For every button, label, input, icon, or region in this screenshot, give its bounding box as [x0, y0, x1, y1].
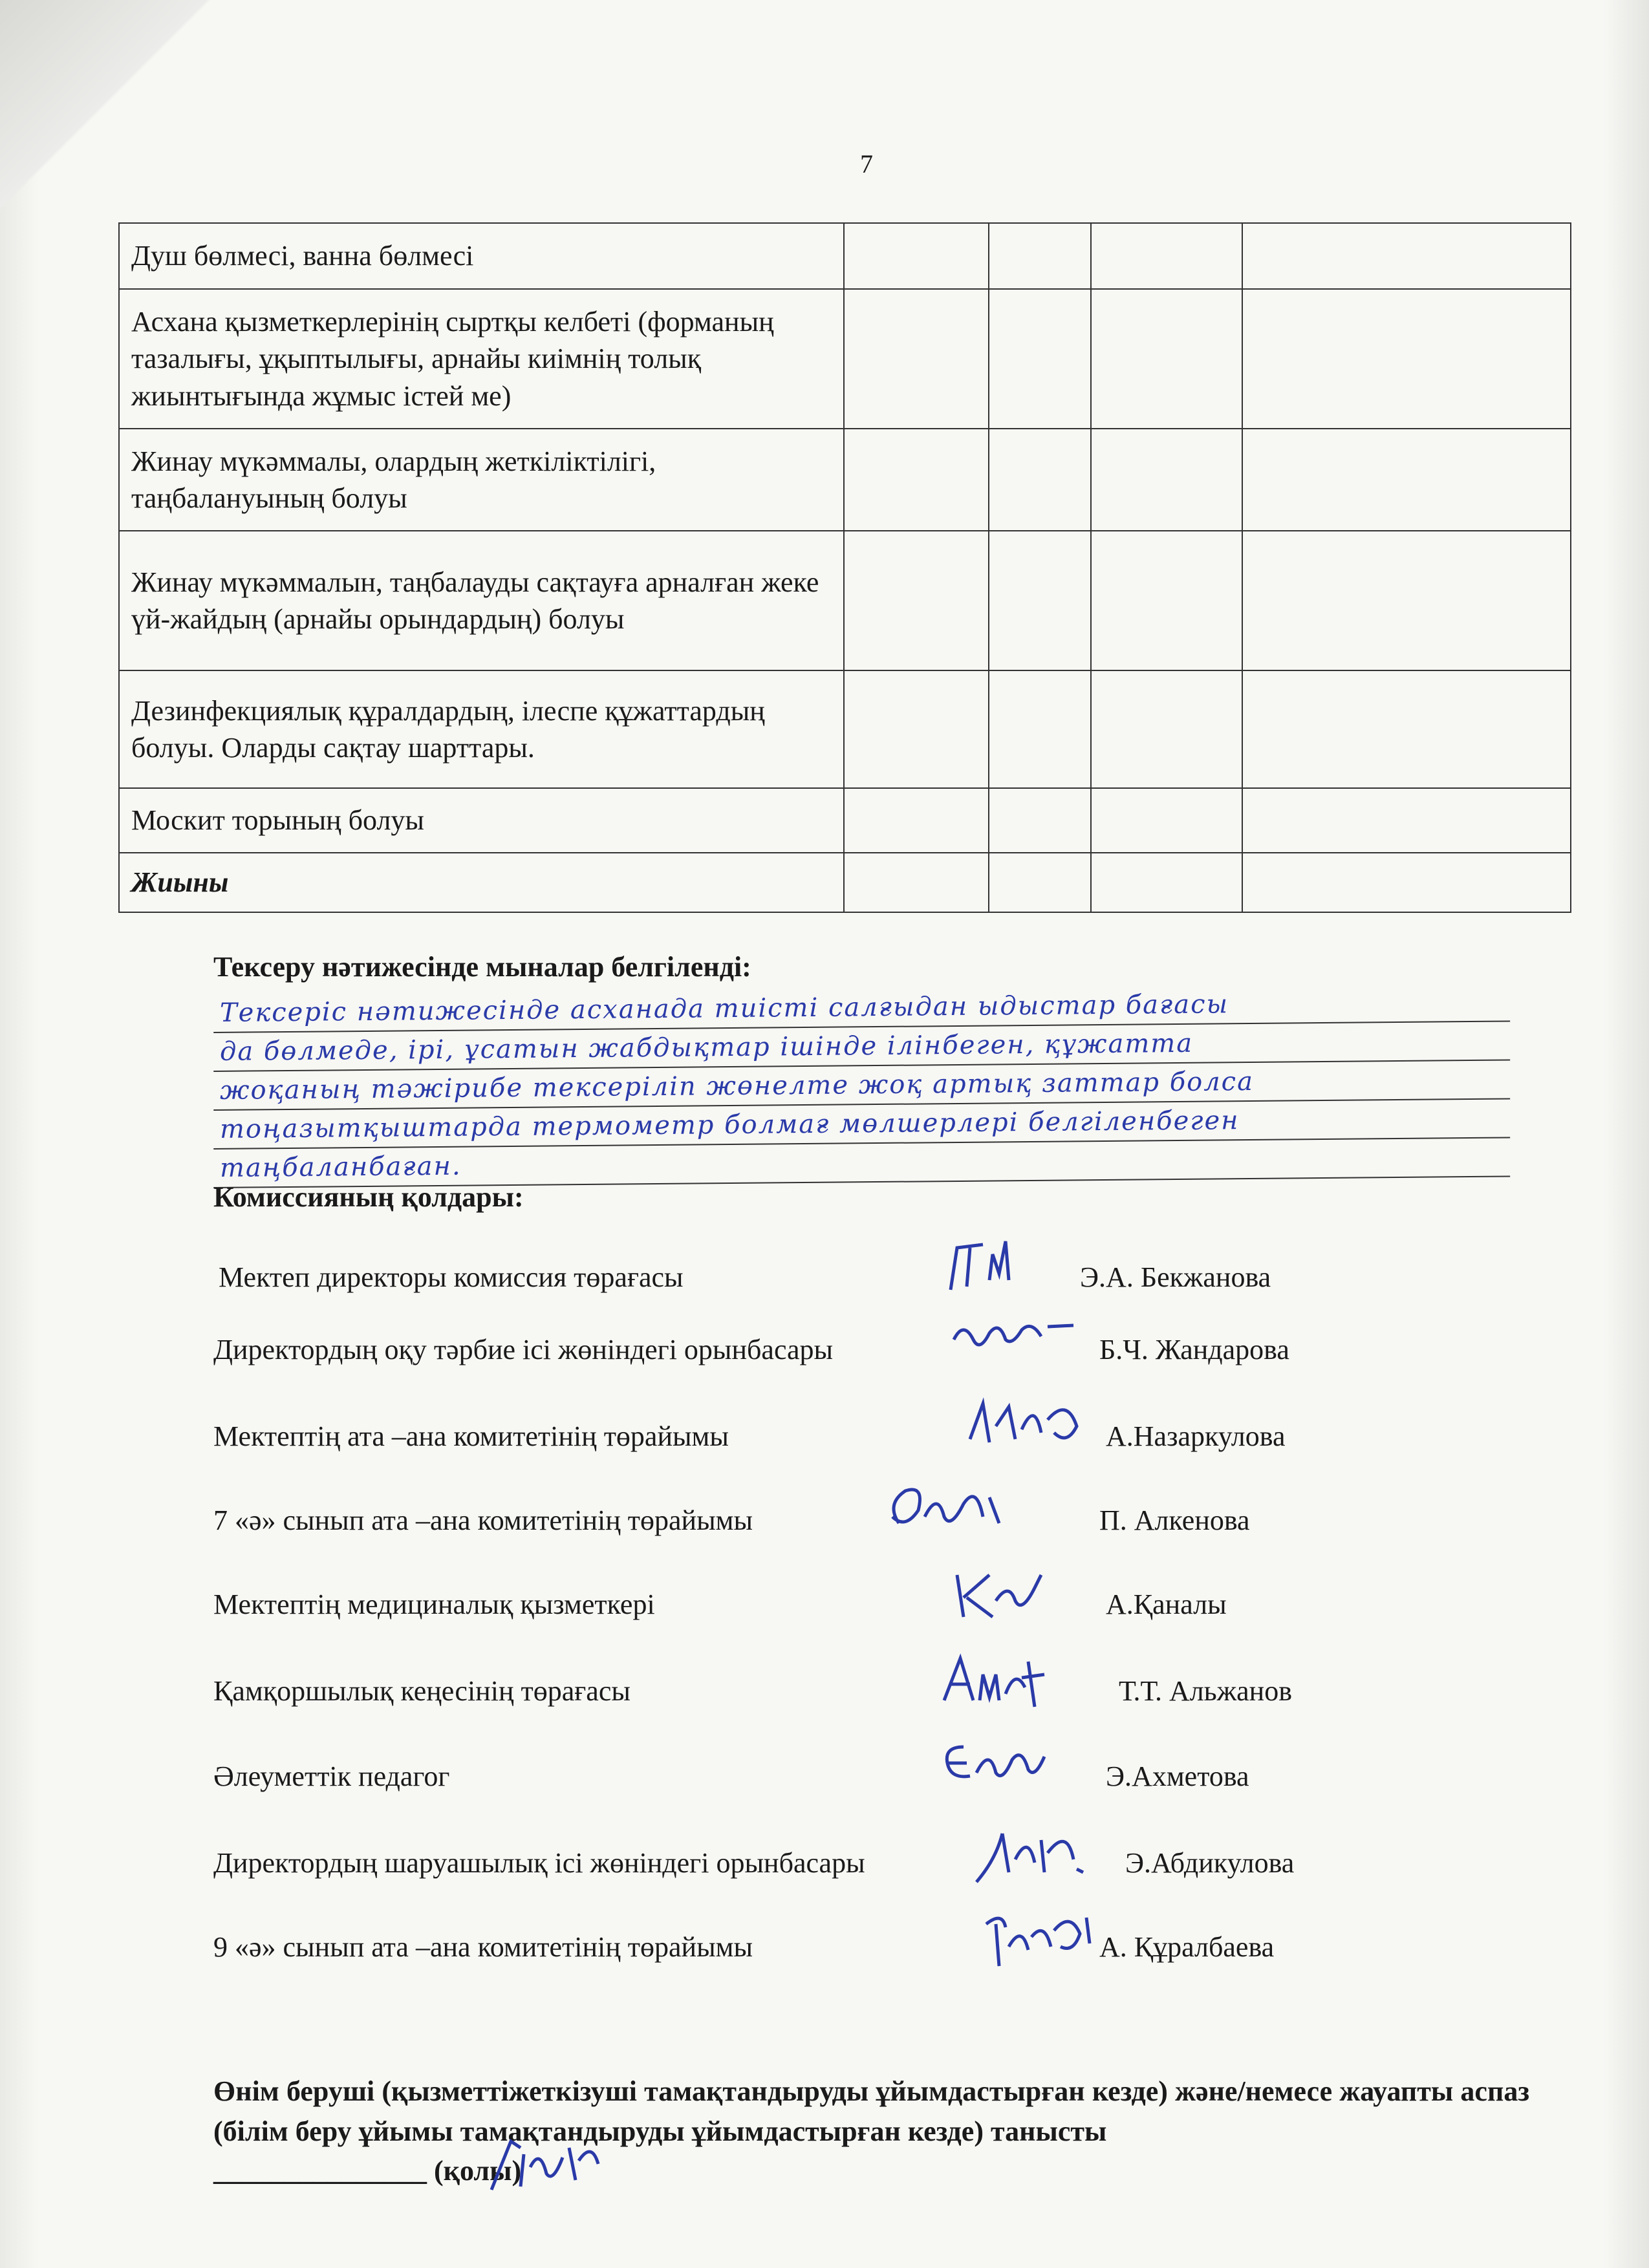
table-cell	[1242, 788, 1571, 853]
findings-handwritten-block	[213, 989, 1510, 1188]
page-number: 7	[860, 149, 873, 178]
signature-mark	[944, 1562, 1048, 1627]
member-role: 9 «ә» сынып ата –ана комитетінің төрайымы	[213, 1931, 753, 1963]
table-row	[119, 429, 1571, 531]
handwritten-line: тоңазытқыштарда термометр болмағ мөлшерлері белгіленбеген	[213, 1100, 1510, 1150]
row-label: Асхана қызметкерлерінің сыртқы келбеті (форманың тазалығы, ұқыптылығы, арнайы киімнің толық жиынтығында жұмыс істей ме)	[119, 289, 844, 429]
table-row	[119, 223, 1571, 289]
signature-mark	[964, 1394, 1086, 1452]
table-cell	[1091, 429, 1242, 531]
signature-mark	[976, 1905, 1099, 1976]
table-cell	[1091, 788, 1242, 853]
member-name: Б.Ч. Жандарова	[1099, 1334, 1289, 1365]
row-label: Москит торының болуы	[119, 788, 844, 853]
footer-acknowledgement	[213, 2071, 1529, 2191]
table-row	[119, 531, 1571, 670]
folded-corner	[0, 0, 246, 213]
table-cell	[1091, 289, 1242, 429]
table-cell	[1242, 289, 1571, 429]
signature-mark	[485, 2128, 608, 2210]
table-cell	[989, 289, 1091, 429]
member-role: 7 «ә» сынып ата –ана комитетінің төрайымы	[213, 1504, 753, 1536]
member-role: Қамқоршылық кеңесінің төрағасы	[213, 1675, 630, 1707]
signature-row	[213, 1504, 1358, 1549]
row-label: Жинау мүкәммалы, олардың жеткіліктілігі, таңбалануының болуы	[119, 429, 844, 531]
member-name: А. Құралбаева	[1099, 1931, 1275, 1963]
table-cell	[844, 429, 989, 531]
table-row	[119, 853, 1571, 912]
handwritten-line: жоқаның тәжірибе тексеріліп жөнелте жоқ артық заттар болса	[213, 1061, 1510, 1111]
table-cell	[844, 531, 989, 670]
table-cell	[989, 223, 1091, 289]
table-cell	[1091, 531, 1242, 670]
footer-text: Өнім беруші (қызметтіжеткізуші тамақтандыруды ұйымдастырған кезде) және/немесе жауапты аспаз (білім беру ұйымы тамақтандыруды ұйымдастырған кезде) танысты	[213, 2075, 1529, 2147]
table-cell	[1091, 670, 1242, 788]
handwritten-line: таңбаланбаған.	[213, 1139, 1510, 1188]
footer-signature-line: _______________ (қолы)	[213, 2155, 522, 2187]
row-label-total: Жиыны	[119, 853, 844, 912]
findings-title: Тексеру нәтижесінде мыналар белгіленді:	[213, 951, 751, 983]
member-role: Мектептің медициналық қызметкері	[213, 1589, 655, 1620]
table-cell	[1242, 670, 1571, 788]
member-role: Директордың оқу тәрбие ісі жөніндегі орынбасары	[213, 1334, 834, 1365]
signature-mark	[938, 1649, 1048, 1713]
signatures-title: Комиссияның қолдары:	[213, 1181, 524, 1213]
signature-row	[213, 1674, 1358, 1720]
table-cell	[1242, 853, 1571, 912]
member-name: Э.А. Бекжанова	[1080, 1261, 1271, 1293]
table-row	[119, 670, 1571, 788]
table-cell	[844, 788, 989, 853]
table-cell	[1091, 853, 1242, 912]
member-role: Әлеуметтік педагог	[213, 1760, 450, 1792]
signature-row	[213, 1760, 1358, 1805]
signature-row	[213, 1333, 1358, 1378]
table-row	[119, 788, 1571, 853]
table-cell	[1242, 429, 1571, 531]
table-cell	[1242, 223, 1571, 289]
member-name: П. Алкенова	[1099, 1504, 1250, 1536]
member-name: Т.Т. Альжанов	[1119, 1675, 1292, 1707]
table-cell	[844, 223, 989, 289]
signature-mark	[951, 1307, 1080, 1359]
table-row	[119, 289, 1571, 429]
table-cell	[989, 429, 1091, 531]
table-cell	[844, 289, 989, 429]
table-cell	[844, 853, 989, 912]
checklist-table	[118, 222, 1571, 913]
member-role: Мектеп директоры комиссия төрағасы	[219, 1261, 684, 1293]
signature-row	[213, 1846, 1358, 1892]
table-cell	[1242, 531, 1571, 670]
member-role: Директордың шаруашылық ісі жөніндегі орынбасары	[213, 1847, 865, 1879]
signature-mark	[879, 1478, 1009, 1543]
member-name: А.Қаналы	[1106, 1589, 1227, 1620]
signature-mark	[938, 1734, 1054, 1792]
row-label: Душ бөлмесі, ванна бөлмесі	[119, 223, 844, 289]
table-cell	[1091, 223, 1242, 289]
table-cell	[844, 670, 989, 788]
member-name: Э.Абдикулова	[1125, 1847, 1295, 1879]
row-label: Дезинфекциялық құралдардың, ілеспе құжаттардың болуы. Оларды сақтау шарттары.	[119, 670, 844, 788]
table-cell	[989, 853, 1091, 912]
signature-row	[213, 1588, 1358, 1633]
row-label: Жинау мүкәммалын, таңбалауды сақтауға арналған жеке үй-жайдың (арнайы орындардың) болуы	[119, 531, 844, 670]
member-name: Э.Ахметова	[1106, 1760, 1249, 1792]
handwritten-line: да бөлмеде, ірі, ұсатын жабдықтар ішінде ілінбеген, құжатта	[213, 1022, 1510, 1072]
table-cell	[989, 788, 1091, 853]
member-name: А.Назаркулова	[1106, 1420, 1286, 1452]
signature-mark	[944, 1235, 1028, 1300]
member-role: Мектептің ата –ана комитетінің төрайымы	[213, 1420, 729, 1452]
table-cell	[989, 670, 1091, 788]
signature-row	[213, 1420, 1358, 1465]
signature-row	[213, 1261, 1358, 1306]
handwritten-line: Тексеріс нәтижесінде асханада тиісті салғыдан ыдыстар бағасы	[213, 983, 1510, 1033]
signature-mark	[970, 1821, 1093, 1892]
signature-row	[213, 1931, 1358, 1976]
table-cell	[989, 531, 1091, 670]
